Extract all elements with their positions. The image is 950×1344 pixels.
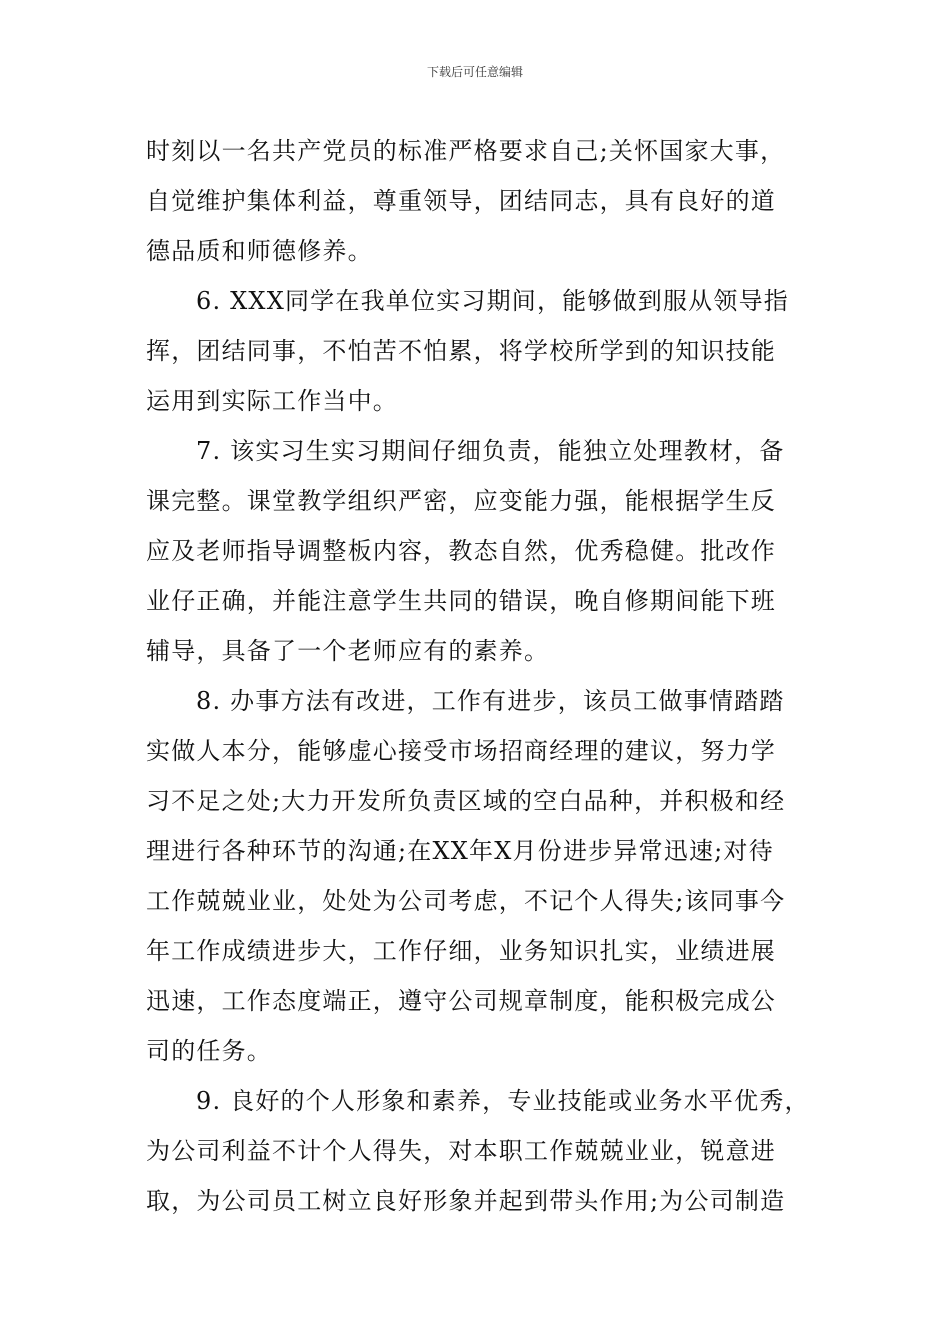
document-body bbox=[146, 126, 808, 1226]
text-line: 时刻以一名共产党员的标准严格要求自己;关怀国家大事， bbox=[146, 137, 786, 165]
text-line: 年工作成绩进步大，工作仔细，业务知识扎实，业绩进展 bbox=[146, 937, 776, 965]
text-line: 习不足之处;大力开发所负责区域的空白品种，并积极和经 bbox=[146, 787, 786, 815]
text-line: 6. XXX同学在我单位实习期间，能够做到服从领导指 bbox=[196, 287, 789, 315]
page-header: 下载后可任意编辑 bbox=[426, 65, 523, 79]
text-line: 运用到实际工作当中。 bbox=[146, 387, 398, 415]
text-line: 工作兢兢业业，处处为公司考虑，不记个人得失;该同事今 bbox=[146, 887, 786, 915]
text-line: 辅导，具备了一个老师应有的素养。 bbox=[146, 637, 550, 665]
text-line: 迅速，工作态度端正，遵守公司规章制度，能积极完成公 bbox=[146, 987, 776, 1015]
text-line: 理进行各种环节的沟通;在XX年X月份进步异常迅速;对待 bbox=[146, 837, 774, 865]
text-line: 应及老师指导调整板内容，教态自然，优秀稳健。批改作 bbox=[146, 537, 776, 565]
text-line: 德品质和师德修养。 bbox=[146, 237, 373, 265]
text-line: 7. 该实习生实习期间仔细负责，能独立处理教材，备 bbox=[196, 437, 785, 465]
text-line: 自觉维护集体利益，尊重领导，团结同志，具有良好的道 bbox=[146, 187, 776, 215]
text-line: 取，为公司员工树立良好形象并起到带头作用;为公司制造 bbox=[146, 1187, 786, 1215]
text-line: 9. 良好的个人形象和素养，专业技能或业务水平优秀， bbox=[196, 1087, 810, 1115]
text-line: 为公司利益不计个人得失，对本职工作兢兢业业，锐意进 bbox=[146, 1137, 776, 1165]
text-line: 业仔正确，并能注意学生共同的错误，晚自修期间能下班 bbox=[146, 587, 776, 615]
text-line: 课完整。课堂教学组织严密，应变能力强，能根据学生反 bbox=[146, 487, 776, 515]
text-line: 实做人本分，能够虚心接受市场招商经理的建议，努力学 bbox=[146, 737, 776, 765]
text-line: 挥，团结同事，不怕苦不怕累，将学校所学到的知识技能 bbox=[146, 337, 776, 365]
text-line: 司的任务。 bbox=[146, 1037, 272, 1065]
text-line: 8. 办事方法有改进，工作有进步，该员工做事情踏踏 bbox=[196, 687, 785, 715]
